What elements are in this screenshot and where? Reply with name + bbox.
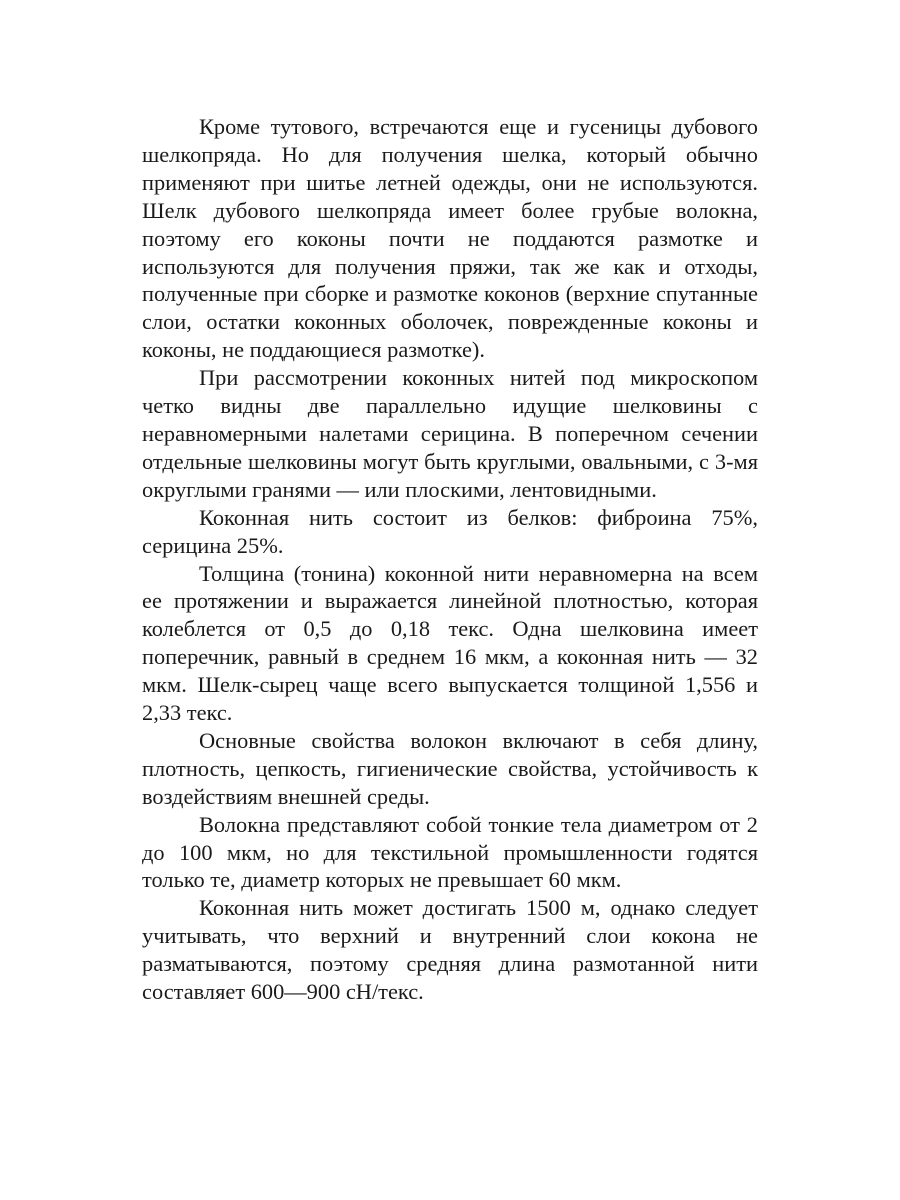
paragraph-silkworm-oak: Кроме тутового, встречаются еще и гусеницы дубового шелкопряда. Но для получения шелка, который обычно применяют при шитье летней одежды, они не используются. Шелк дубового шелкопряда имеет более грубые волокна, поэтому его коконы почти не поддаются размотке и используются для получения пряжи, так же как и отходы, полученные при сборке и размотке коконов (верхние спутанные слои, остатки коконных оболочек, поврежденные коконы и коконы, не поддающиеся размотке). — [142, 114, 758, 363]
page-body — [142, 113, 758, 1006]
paragraph-composition: Коконная нить состоит из белков: фиброина 75%, серицина 25%. — [142, 504, 758, 558]
paragraph-microscope: При рассмотрении коконных нитей под микроскопом четко видны две параллельно идущие шелковины с неравномерными налетами серицина. В поперечном сечении отдельные шелковины могут быть круглыми, овальными, с 3-мя округлыми гранями — или плоскими, лентовидными. — [142, 365, 758, 502]
paragraph-diameter: Волокна представляют собой тонкие тела диаметром от 2 до 100 мкм, но для текстильной промышленности годятся только те, диаметр которых не превышает 60 мкм. — [142, 811, 758, 893]
paragraph-thickness: Толщина (тонина) коконной нити неравномерна на всем ее протяжении и выражается линейной плотностью, которая колеблется от 0,5 до 0,18 текс. Одна шелковина имеет поперечник, равный в среднем 16 мкм, а коконная нить — 32 мкм. Шелк-сырец чаще всего выпускается толщиной 1,556 и 2,33 текс. — [142, 560, 758, 726]
paragraph-length: Коконная нить может достигать 1500 м, однако следует учитывать, что верхний и внутренний слои кокона не разматываются, поэтому средняя длина размотанной нити составляет 600—900 сН/текс. — [142, 895, 758, 1005]
paragraph-properties: Основные свойства волокон включают в себя длину, плотность, цепкость, гигиенические свойства, устойчивость к воздействиям внешней среды. — [142, 727, 758, 809]
